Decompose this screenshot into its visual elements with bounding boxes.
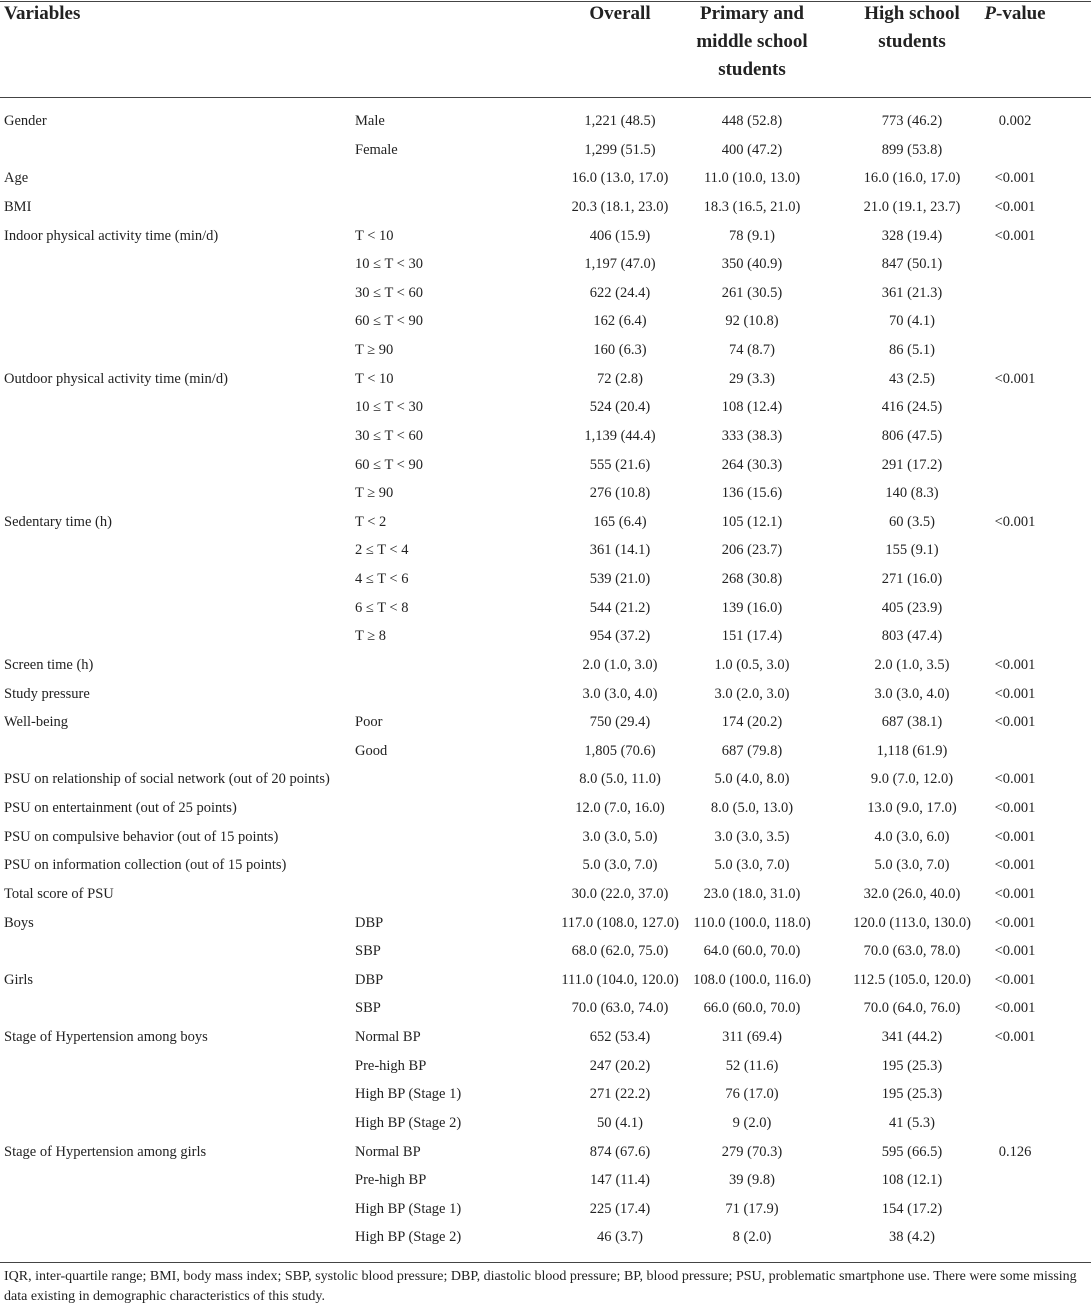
- row-overall: 652 (53.4): [589, 1029, 651, 1045]
- row-primary-middle: 448 (52.8): [721, 113, 783, 129]
- row-overall: 1,805 (70.6): [584, 742, 656, 759]
- row-high-school: 43 (2.5): [889, 370, 935, 387]
- row-high-school: 361 (21.3): [881, 284, 943, 301]
- table-row: [0, 909, 1091, 938]
- row-overall: 2.0 (1.0, 3.0): [582, 656, 658, 673]
- table-row: [0, 851, 1091, 880]
- header-high-line-2: students: [878, 31, 946, 52]
- row-overall: 70.0 (63.0, 74.0): [571, 1000, 669, 1017]
- row-primary-middle: 66.0 (60.0, 70.0): [703, 1000, 801, 1017]
- row-high-school: 120.0 (113.0, 130.0): [853, 914, 971, 931]
- row-category: T ≥ 8: [355, 628, 387, 645]
- table-row: [0, 994, 1091, 1023]
- row-primary-middle: 1.0 (0.5, 3.0): [714, 656, 790, 673]
- row-primary-middle: 64.0 (60.0, 70.0): [703, 943, 801, 960]
- table-row: [0, 279, 1091, 308]
- row-primary-middle: 687 (79.8): [721, 742, 783, 759]
- row-p-value: 0.126: [998, 1143, 1032, 1160]
- row-overall: 1,139 (44.4): [584, 427, 656, 444]
- table-row: [0, 479, 1091, 508]
- row-primary-middle: 5.0 (4.0, 8.0): [714, 771, 790, 788]
- table-row: [0, 250, 1091, 279]
- row-high-school: 154 (17.2): [881, 1200, 943, 1217]
- table-row: [0, 1138, 1091, 1167]
- row-primary-middle: 74 (8.7): [729, 342, 775, 358]
- row-high-school: 806 (47.5): [881, 427, 943, 444]
- row-primary-middle: 5.0 (3.0, 7.0): [714, 857, 790, 874]
- row-category: 10 ≤ T < 30: [355, 256, 423, 273]
- row-p-value: <0.001: [994, 885, 1036, 902]
- row-primary-middle: 268 (30.8): [721, 571, 783, 587]
- row-primary-middle: 311 (69.4): [722, 1029, 782, 1045]
- row-high-school: 140 (8.3): [885, 485, 939, 502]
- table-row: [0, 1080, 1091, 1109]
- row-overall: 750 (29.4): [589, 714, 651, 731]
- row-category: Good: [355, 742, 388, 759]
- row-high-school: 86 (5.1): [889, 342, 935, 358]
- row-primary-middle: 3.0 (3.0, 3.5): [714, 828, 790, 845]
- row-high-school: 32.0 (26.0, 40.0): [863, 885, 961, 902]
- row-high-school: 405 (23.9): [881, 599, 943, 616]
- row-primary-middle: 110.0 (100.0, 118.0): [693, 914, 811, 931]
- table-row: [0, 880, 1091, 909]
- row-primary-middle: 279 (70.3): [721, 1143, 783, 1160]
- row-p-value: <0.001: [994, 227, 1036, 244]
- table-row: [0, 823, 1091, 852]
- table-row: [0, 136, 1091, 165]
- row-overall: 147 (11.4): [590, 1172, 650, 1189]
- row-overall: 30.0 (22.0, 37.0): [571, 885, 669, 902]
- row-overall: 247 (20.2): [589, 1057, 651, 1074]
- row-high-school: 70.0 (63.0, 78.0): [863, 943, 961, 960]
- table-row: [0, 365, 1091, 394]
- row-high-school: 155 (9.1): [885, 542, 939, 559]
- row-variable: Indoor physical activity time (min/d): [4, 227, 219, 244]
- header-primary-line-2: middle school: [696, 31, 808, 52]
- row-variable: Age: [4, 170, 29, 187]
- row-overall: 72 (2.8): [597, 370, 643, 387]
- row-overall: 117.0 (108.0, 127.0): [561, 914, 679, 931]
- row-primary-middle: 78 (9.1): [729, 227, 775, 244]
- table-row: [0, 1195, 1091, 1224]
- row-category: DBP: [355, 914, 384, 931]
- row-primary-middle: 39 (9.8): [729, 1172, 775, 1189]
- table-row: [0, 508, 1091, 537]
- row-overall: 50 (4.1): [597, 1114, 643, 1131]
- row-category: 6 ≤ T < 8: [355, 599, 409, 616]
- table-row: [0, 164, 1091, 193]
- row-category: Normal BP: [355, 1029, 421, 1045]
- row-p-value: <0.001: [994, 513, 1036, 530]
- row-high-school: 328 (19.4): [881, 227, 943, 244]
- row-overall: 3.0 (3.0, 4.0): [582, 685, 658, 702]
- row-primary-middle: 206 (23.7): [721, 542, 783, 559]
- table-row: [0, 536, 1091, 565]
- row-primary-middle: 333 (38.3): [721, 427, 783, 444]
- row-overall: 1,221 (48.5): [584, 113, 656, 129]
- row-overall: 12.0 (7.0, 16.0): [575, 800, 665, 816]
- row-category: 60 ≤ T < 90: [355, 313, 423, 330]
- row-primary-middle: 151 (17.4): [721, 628, 783, 645]
- row-high-school: 108 (12.1): [881, 1172, 943, 1189]
- table-row: [0, 222, 1091, 251]
- row-p-value: <0.001: [994, 857, 1036, 874]
- row-primary-middle: 400 (47.2): [721, 141, 783, 158]
- row-overall: 5.0 (3.0, 7.0): [582, 857, 658, 874]
- row-variable: Well-being: [4, 714, 69, 731]
- table-row: [0, 651, 1091, 680]
- row-variable: Stage of Hypertension among boys: [4, 1029, 208, 1045]
- row-overall: 622 (24.4): [589, 284, 651, 301]
- row-p-value: <0.001: [994, 914, 1036, 931]
- header-high-line-1: High school: [864, 3, 960, 24]
- row-high-school: 9.0 (7.0, 12.0): [870, 771, 954, 788]
- row-category: 4 ≤ T < 6: [355, 571, 409, 587]
- table-row: [0, 765, 1091, 794]
- row-primary-middle: 174 (20.2): [721, 714, 783, 731]
- row-overall: 162 (6.4): [593, 313, 647, 330]
- header-overall: Overall: [589, 3, 651, 24]
- row-overall: 406 (15.9): [589, 227, 651, 244]
- row-category: T ≥ 90: [355, 485, 394, 502]
- row-variable: Gender: [4, 113, 47, 129]
- table-row: [0, 680, 1091, 709]
- row-high-school: 195 (25.3): [881, 1057, 943, 1074]
- row-high-school: 899 (53.8): [881, 141, 943, 158]
- row-p-value: <0.001: [994, 198, 1036, 215]
- row-variable: Total score of PSU: [4, 885, 114, 902]
- row-category: 2 ≤ T < 4: [355, 542, 409, 559]
- table-footnote: IQR, inter-quartile range; BMI, body mass index; SBP, systolic blood pressure; DBP, diastolic blood pressure; BP, blood pressure; PSU, problematic smartphone use. There were some missing data existing in demographic characteristics of this study.: [4, 1269, 1077, 1304]
- row-high-school: 70.0 (64.0, 76.0): [863, 1000, 961, 1017]
- row-p-value: <0.001: [994, 656, 1036, 673]
- row-p-value: <0.001: [994, 943, 1036, 960]
- row-high-school: 21.0 (19.1, 23.7): [863, 198, 961, 215]
- row-category: DBP: [355, 971, 384, 988]
- row-variable: Boys: [4, 914, 34, 931]
- header-p-value: [940, 0, 1090, 28]
- row-high-school: 60 (3.5): [889, 513, 935, 530]
- table-row: [0, 1052, 1091, 1081]
- row-p-value: <0.001: [994, 800, 1036, 816]
- row-overall: 954 (37.2): [589, 628, 651, 645]
- row-overall: 20.3 (18.1, 23.0): [571, 198, 669, 215]
- table-row: [0, 193, 1091, 222]
- row-category: High BP (Stage 2): [355, 1229, 462, 1246]
- table-row: [0, 1109, 1091, 1138]
- row-p-value: 0.002: [998, 113, 1032, 129]
- row-high-school: 41 (5.3): [889, 1114, 935, 1131]
- table-row: [0, 451, 1091, 480]
- table-row: [0, 708, 1091, 737]
- row-primary-middle: 9 (2.0): [732, 1114, 772, 1131]
- row-overall: 524 (20.4): [589, 399, 651, 416]
- row-overall: 165 (6.4): [593, 513, 647, 530]
- row-variable: PSU on relationship of social network (out of 20 points): [4, 771, 330, 788]
- row-category: T ≥ 90: [355, 342, 394, 358]
- table-row: [0, 1223, 1091, 1252]
- row-variable: BMI: [4, 198, 32, 215]
- row-high-school: 5.0 (3.0, 7.0): [874, 857, 950, 874]
- row-high-school: 70 (4.1): [889, 313, 935, 330]
- table-row: [0, 565, 1091, 594]
- row-category: 30 ≤ T < 60: [355, 284, 423, 301]
- row-primary-middle: 11.0 (10.0, 13.0): [703, 170, 801, 187]
- row-category: High BP (Stage 1): [355, 1200, 462, 1217]
- row-primary-middle: 264 (30.3): [721, 456, 783, 473]
- row-category: 60 ≤ T < 90: [355, 456, 423, 473]
- row-overall: 1,197 (47.0): [584, 256, 656, 273]
- header-p-italic: P: [984, 3, 996, 24]
- row-overall: 111.0 (104.0, 120.0): [561, 971, 679, 988]
- table-row: [0, 937, 1091, 966]
- row-high-school: 847 (50.1): [881, 256, 943, 273]
- row-variable: Screen time (h): [4, 656, 94, 673]
- row-overall: 225 (17.4): [589, 1200, 651, 1217]
- row-high-school: 687 (38.1): [881, 714, 943, 731]
- row-p-value: <0.001: [994, 370, 1036, 387]
- row-overall: 271 (22.2): [589, 1086, 651, 1103]
- table-row: [0, 622, 1091, 651]
- row-primary-middle: 136 (15.6): [721, 485, 783, 502]
- header-variables: Variables: [4, 3, 81, 24]
- row-high-school: 112.5 (105.0, 120.0): [853, 971, 971, 988]
- row-category: High BP (Stage 2): [355, 1114, 462, 1131]
- row-category: Pre-high BP: [355, 1057, 427, 1074]
- row-primary-middle: 105 (12.1): [721, 513, 783, 530]
- row-variable: Girls: [4, 971, 33, 988]
- row-overall: 8.0 (5.0, 11.0): [579, 771, 661, 788]
- row-primary-middle: 18.3 (16.5, 21.0): [703, 198, 801, 215]
- header-primary-line-1: Primary and: [700, 3, 804, 24]
- row-category: 30 ≤ T < 60: [355, 427, 423, 444]
- row-overall: 539 (21.0): [589, 571, 651, 587]
- row-p-value: <0.001: [994, 771, 1036, 788]
- table-row: [0, 794, 1091, 823]
- row-p-value: <0.001: [994, 170, 1036, 187]
- row-primary-middle: 139 (16.0): [721, 599, 783, 616]
- row-category: 10 ≤ T < 30: [355, 399, 423, 416]
- table-body: [0, 107, 1091, 1252]
- row-category: T < 10: [355, 227, 394, 244]
- row-p-value: <0.001: [994, 1000, 1036, 1017]
- row-overall: 874 (67.6): [589, 1143, 651, 1160]
- header-primary-line-3: students: [718, 59, 786, 80]
- row-primary-middle: 23.0 (18.0, 31.0): [703, 885, 801, 902]
- row-p-value: <0.001: [994, 685, 1036, 702]
- row-p-value: <0.001: [994, 828, 1036, 845]
- row-category: T < 2: [355, 513, 387, 530]
- row-high-school: 3.0 (3.0, 4.0): [874, 685, 950, 702]
- row-high-school: 291 (17.2): [881, 456, 943, 473]
- row-high-school: 416 (24.5): [881, 399, 943, 416]
- row-overall: 68.0 (62.0, 75.0): [571, 943, 669, 960]
- row-p-value: <0.001: [994, 714, 1036, 731]
- row-overall: 1,299 (51.5): [584, 141, 656, 158]
- row-variable: Sedentary time (h): [4, 513, 112, 530]
- row-variable: PSU on compulsive behavior (out of 15 points): [4, 828, 279, 845]
- table-row: [0, 393, 1091, 422]
- row-variable: Outdoor physical activity time (min/d): [4, 370, 228, 387]
- table-row: [0, 307, 1091, 336]
- row-primary-middle: 52 (11.6): [725, 1057, 779, 1074]
- row-high-school: 803 (47.4): [881, 628, 943, 645]
- row-category: Female: [355, 141, 398, 158]
- table-bottom-rule: [0, 1262, 1091, 1263]
- row-overall: 555 (21.6): [589, 456, 651, 473]
- row-high-school: 271 (16.0): [881, 571, 943, 587]
- row-high-school: 595 (66.5): [881, 1143, 943, 1160]
- row-variable: Study pressure: [4, 685, 90, 702]
- row-primary-middle: 108 (12.4): [721, 399, 783, 416]
- row-overall: 276 (10.8): [589, 485, 651, 502]
- row-high-school: 2.0 (1.0, 3.5): [874, 656, 950, 673]
- row-category: Pre-high BP: [355, 1172, 427, 1189]
- row-overall: 361 (14.1): [589, 542, 651, 559]
- row-variable: Stage of Hypertension among girls: [4, 1143, 207, 1160]
- row-primary-middle: 261 (30.5): [721, 284, 783, 301]
- table-row: [0, 594, 1091, 623]
- row-primary-middle: 76 (17.0): [725, 1086, 779, 1103]
- row-variable: PSU on entertainment (out of 25 points): [4, 800, 237, 816]
- row-primary-middle: 8 (2.0): [732, 1229, 772, 1246]
- row-category: High BP (Stage 1): [355, 1086, 462, 1103]
- row-primary-middle: 8.0 (5.0, 13.0): [710, 800, 794, 816]
- row-primary-middle: 3.0 (2.0, 3.0): [714, 685, 790, 702]
- table-row: [0, 336, 1091, 365]
- row-overall: 46 (3.7): [597, 1229, 643, 1246]
- row-category: SBP: [355, 1000, 381, 1017]
- table-header-rule: [0, 97, 1091, 98]
- header-p-rest: -value: [996, 3, 1046, 24]
- table-row: [0, 966, 1091, 995]
- table-row: [0, 737, 1091, 766]
- row-high-school: 13.0 (9.0, 17.0): [867, 800, 957, 816]
- row-primary-middle: 92 (10.8): [725, 313, 779, 330]
- row-high-school: 38 (4.2): [889, 1229, 935, 1246]
- row-category: Male: [355, 113, 385, 129]
- row-overall: 3.0 (3.0, 5.0): [582, 828, 658, 845]
- row-overall: 544 (21.2): [589, 599, 651, 616]
- row-primary-middle: 29 (3.3): [729, 370, 775, 387]
- table-row: [0, 1023, 1091, 1052]
- row-category: Normal BP: [355, 1143, 421, 1160]
- row-category: Poor: [355, 714, 383, 731]
- row-p-value: <0.001: [994, 1029, 1036, 1045]
- row-category: SBP: [355, 943, 381, 960]
- row-high-school: 195 (25.3): [881, 1086, 943, 1103]
- row-p-value: <0.001: [994, 971, 1036, 988]
- row-primary-middle: 108.0 (100.0, 116.0): [693, 971, 811, 988]
- row-high-school: 341 (44.2): [881, 1029, 943, 1045]
- row-overall: 16.0 (13.0, 17.0): [571, 170, 669, 187]
- row-overall: 160 (6.3): [593, 342, 647, 358]
- table-row: [0, 422, 1091, 451]
- row-primary-middle: 71 (17.9): [725, 1200, 779, 1217]
- table-row: [0, 1166, 1091, 1195]
- table-row: [0, 107, 1091, 136]
- row-category: T < 10: [355, 370, 394, 387]
- row-high-school: 16.0 (16.0, 17.0): [863, 170, 961, 187]
- row-primary-middle: 350 (40.9): [721, 256, 783, 273]
- row-high-school: 1,118 (61.9): [876, 742, 948, 759]
- row-variable: PSU on information collection (out of 15 points): [4, 857, 287, 874]
- row-high-school: 773 (46.2): [881, 113, 943, 129]
- row-high-school: 4.0 (3.0, 6.0): [874, 828, 950, 845]
